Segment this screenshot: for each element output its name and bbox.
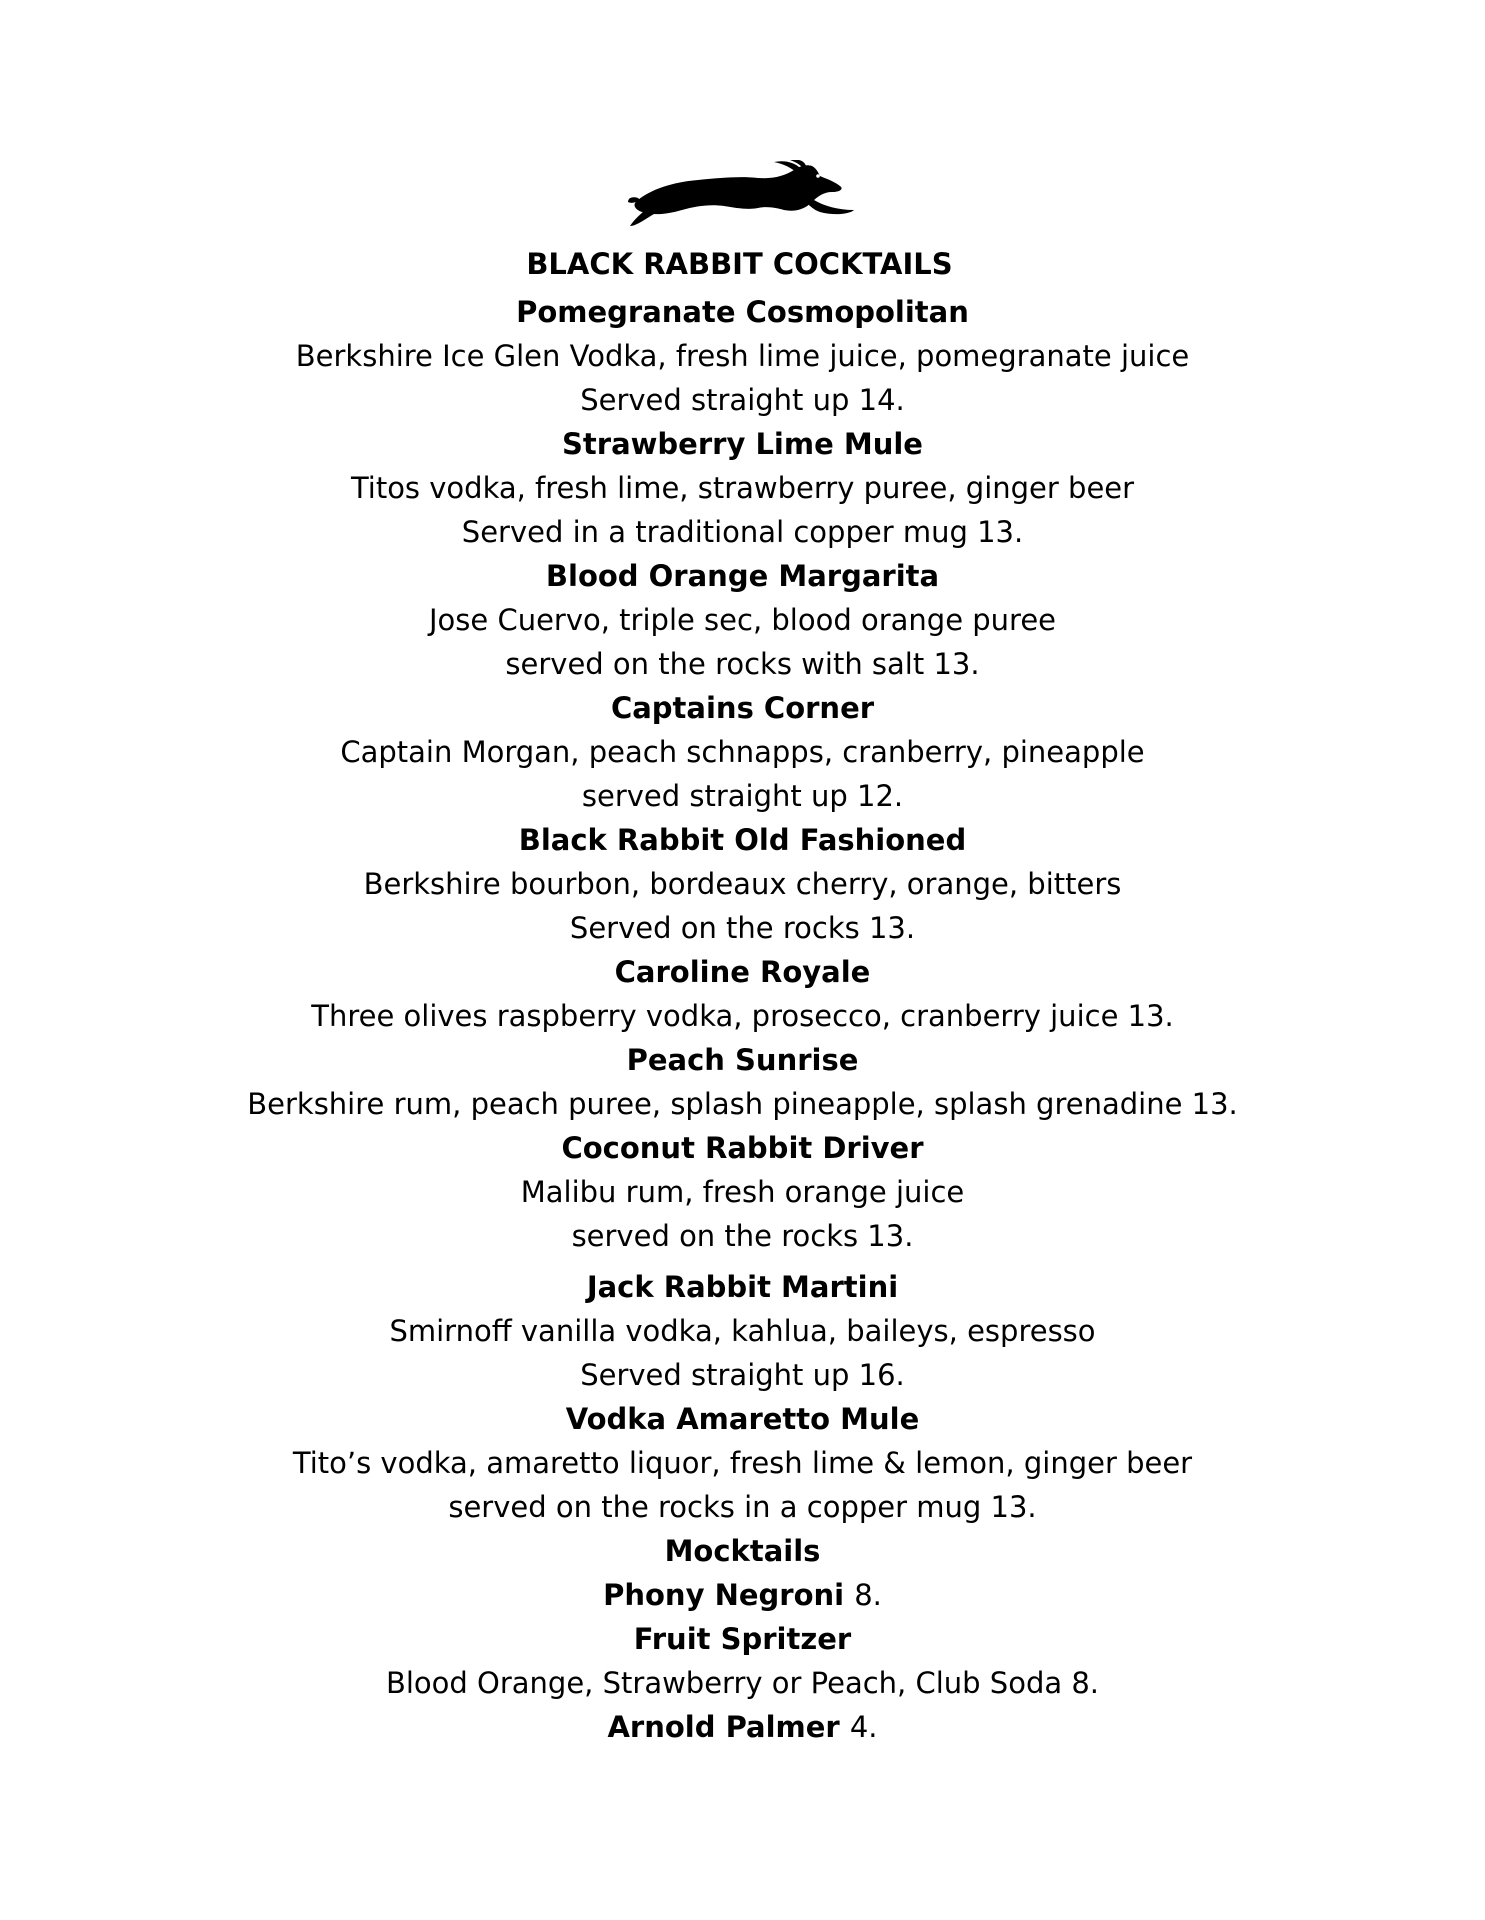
mocktail-name: Arnold Palmer [607, 1710, 840, 1744]
mocktail-name: Phony Negroni [603, 1578, 845, 1612]
cocktail-ingredients: Tito’s vodka, amaretto liquor, fresh lime & lemon, ginger beer [292, 1446, 1193, 1480]
mocktail-price: 8. [854, 1578, 882, 1612]
rabbit-logo-icon [628, 160, 856, 232]
menu-title: BLACK RABBIT COCKTAILS [526, 247, 953, 281]
cocktail-name: Pomegranate Cosmopolitan [516, 295, 969, 329]
cocktail-item [0, 686, 1485, 818]
cocktail-name: Coconut Rabbit Driver [561, 1131, 924, 1165]
cocktail-ingredients: Berkshire bourbon, bordeaux cherry, orange, bitters [363, 867, 1122, 901]
cocktail-name: Jack Rabbit Martini [586, 1270, 899, 1304]
cocktail-name: Vodka Amaretto Mule [565, 1402, 920, 1436]
cocktail-ingredients: Smirnoff vanilla vodka, kahlua, baileys, espresso [389, 1314, 1096, 1348]
cocktail-item [0, 290, 1485, 422]
cocktail-serving: Served on the rocks 13. [569, 911, 916, 945]
cocktail-item [0, 554, 1485, 686]
cocktail-name: Black Rabbit Old Fashioned [518, 823, 967, 857]
cocktail-ingredients: Three olives raspberry vodka, prosecco, cranberry juice 13. [311, 999, 1174, 1033]
mocktail-price: 4. [849, 1710, 878, 1744]
mocktails-heading: Mocktails [664, 1534, 821, 1568]
spacer [0, 1258, 1485, 1265]
cocktail-name: Caroline Royale [614, 955, 871, 989]
cocktail-item [0, 818, 1485, 950]
cocktail-serving: served on the rocks 13. [571, 1219, 914, 1253]
cocktail-serving: Served straight up 16. [580, 1358, 905, 1392]
cocktail-ingredients: Titos vodka, fresh lime, strawberry puree, ginger beer [350, 471, 1135, 505]
cocktail-ingredients: Malibu rum, fresh orange juice [520, 1175, 965, 1209]
mocktail-item [0, 1705, 1485, 1749]
cocktail-item [0, 1126, 1485, 1258]
cocktail-name: Blood Orange Margarita [545, 559, 940, 593]
cocktail-serving: served straight up 12. [581, 779, 904, 813]
cocktail-ingredients: Berkshire Ice Glen Vodka, fresh lime juice, pomegranate juice [295, 339, 1190, 373]
cocktail-ingredients: Berkshire rum, peach puree, splash pineapple, splash grenadine 13. [247, 1087, 1238, 1121]
mocktail-description: Blood Orange, Strawberry or Peach, Club Soda 8. [385, 1666, 1100, 1700]
cocktail-item [0, 1038, 1485, 1126]
cocktail-name: Captains Corner [610, 691, 875, 725]
mocktail-item [0, 1573, 1485, 1617]
cocktail-serving: served on the rocks in a copper mug 13. [448, 1490, 1037, 1524]
cocktail-ingredients: Jose Cuervo, triple sec, blood orange puree [428, 603, 1057, 637]
cocktail-menu [0, 238, 1485, 1749]
cocktail-name: Peach Sunrise [626, 1043, 859, 1077]
cocktail-item [0, 1265, 1485, 1397]
cocktail-serving: Served straight up 14. [580, 383, 905, 417]
cocktail-item [0, 422, 1485, 554]
cocktail-name: Strawberry Lime Mule [562, 427, 923, 461]
cocktail-serving: Served in a traditional copper mug 13. [461, 515, 1024, 549]
cocktail-item [0, 1397, 1485, 1529]
mocktail-item [0, 1617, 1485, 1705]
mocktail-name: Fruit Spritzer [633, 1622, 852, 1656]
cocktail-item [0, 950, 1485, 1038]
cocktail-serving: served on the rocks with salt 13. [505, 647, 980, 681]
cocktail-ingredients: Captain Morgan, peach schnapps, cranberry, pineapple [340, 735, 1145, 769]
